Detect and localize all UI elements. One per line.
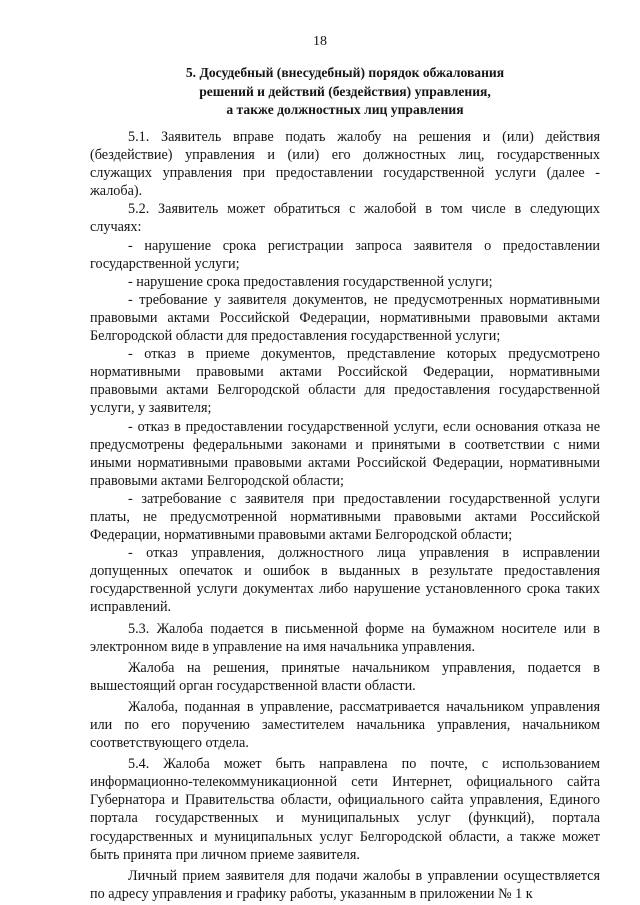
list-item: - отказ в приеме документов, представление которых предусмотрено нормативными правовыми актами Российской Федерации, нормативными правовыми актами Белгородской области для предоставления государственной услуги, у заявителя; — [90, 346, 600, 417]
list-item: - требование у заявителя документов, не предусмотренных нормативными правовыми актами Российской Федерации, нормативными правовыми актами Белгородской области для предоставления государственной услуги; — [90, 291, 600, 345]
heading-line-1: 5. Досудебный (внесудебный) порядок обжалования — [185, 65, 505, 80]
section-body — [90, 128, 600, 903]
page-number: 18 — [313, 34, 327, 49]
paragraph: Жалоба, поданная в управление, рассматривается начальником управления или по его поручению заместителем начальника управления, начальником соответствующего отдела. — [90, 698, 600, 752]
list-item: - отказ управления, должностного лица управления в исправлении допущенных опечаток и ошибок в выданных в результате предоставления государственной услуги документах либо нарушение установленного срока таких исправлений. — [90, 545, 600, 616]
paragraph: Личный прием заявителя для подачи жалобы в управлении осуществляется по адресу управления и графику работы, указанным в приложении № 1 к — [90, 867, 600, 902]
list-item: - затребование с заявителя при предоставлении государственной услуги платы, не предусмотренной нормативными правовыми актами Российской Федерации, нормативными правовыми актами Белгородской области; — [90, 490, 600, 544]
paragraph: Жалоба на решения, принятые начальником управления, подается в вышестоящий орган государственной власти области. — [90, 659, 600, 694]
paragraph-5-2: 5.2. Заявитель может обратиться с жалобой в том числе в следующих случаях: — [90, 201, 600, 236]
heading-line-2: решений и действий (бездействия) управления, — [199, 83, 491, 99]
list-item: - нарушение срока регистрации запроса заявителя о предоставлении государственной услуги; — [90, 237, 600, 272]
list-item: - отказ в предоставлении государственной услуги, если основания отказа не предусмотрены федеральными законами и принятыми в соответствии с ними иными нормативными правовыми актами Российской Федерации, нормативными правовыми актами Белгородской области; — [90, 418, 600, 489]
section-heading — [90, 64, 600, 120]
paragraph-5-1: 5.1. Заявитель вправе подать жалобу на решения и (или) действия (бездействие) управления и (или) его должностных лиц, государственных служащих управления при предоставлении государственной услуги (далее - жалоба). — [90, 129, 600, 200]
paragraph-5-4: 5.4. Жалоба может быть направлена по почте, с использованием информационно-телекоммуникационной сети Интернет, официального сайта Губернатора и Правительства области, официального сайта управления, Единого портала государственных и муниципальных услуг (функций), портала государственных и муниципальных услуг Белгородской области, а также может быть принята при личном приеме заявителя. — [90, 756, 600, 863]
heading-line-3: а также должностных лиц управления — [226, 102, 464, 117]
list-item: - нарушение срока предоставления государственной услуги; — [128, 273, 493, 290]
paragraph-5-3: 5.3. Жалоба подается в письменной форме на бумажном носителе или в электронном виде в управление на имя начальника управления. — [90, 620, 600, 655]
